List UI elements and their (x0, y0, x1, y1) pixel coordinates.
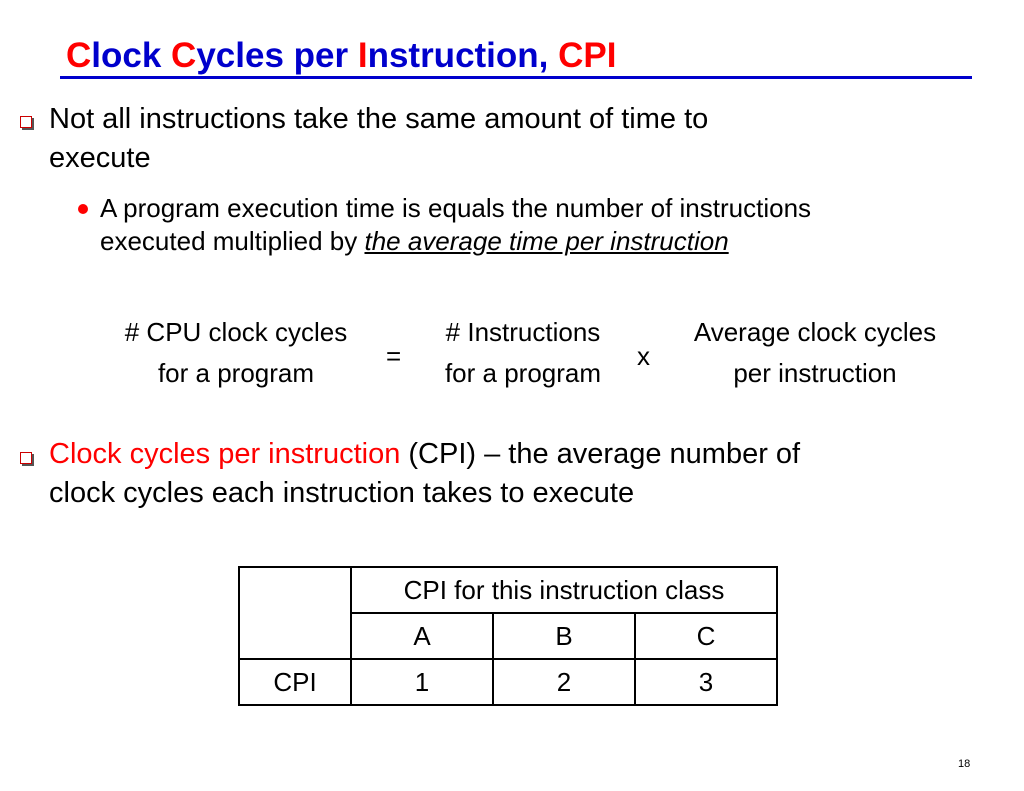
slide-title (66, 34, 616, 78)
title-text-ycles: ycles per (196, 36, 358, 75)
equation-lhs-line-1: # CPU clock cycles (124, 317, 348, 347)
title-text-lock: lock (91, 36, 172, 75)
sub-bullet-line-2 (100, 225, 729, 258)
cpi-table (238, 566, 778, 706)
bullet-2-rest: (CPI) – the average number of (400, 438, 801, 470)
equation-lhs-line-2: for a program (157, 358, 315, 388)
sub-bullet-line-1: A program execution time is equals the number of instructions (100, 193, 812, 223)
table-cell-b: 2 (493, 659, 635, 705)
table-row-label: CPI (239, 659, 351, 705)
square-bullet-icon (20, 116, 32, 128)
bullet-1-line-1: Not all instructions take the same amount of time to (49, 103, 709, 135)
sub-bullet-prefix: executed multiplied by (100, 226, 365, 256)
equation-rhs-line-2: per instruction (733, 358, 897, 388)
table-header-c: C (635, 613, 777, 659)
title-initial-c2: C (171, 36, 197, 75)
equation-rhs-line-1: Average clock cycles (693, 317, 937, 347)
table-corner-cell (239, 567, 351, 659)
cpi-term-highlight: Clock cycles per instruction (49, 438, 401, 470)
square-bullet-icon (20, 452, 32, 464)
title-cpi: CPI (558, 36, 617, 75)
table-row (239, 567, 777, 613)
sub-bullet-emphasis: the average time per instruction (364, 226, 729, 256)
table-header-a: A (351, 613, 493, 659)
table-group-header: CPI for this instruction class (351, 567, 777, 613)
title-initial-c: C (66, 36, 92, 75)
equation-mid-line-1: # Instructions (445, 317, 601, 347)
bullet-2-line-2: clock cycles each instruction takes to execute (49, 477, 635, 509)
title-underline (60, 76, 972, 79)
table-cell-a: 1 (351, 659, 493, 705)
table-header-b: B (493, 613, 635, 659)
table-row (239, 659, 777, 705)
title-text-nstruction: nstruction, (367, 36, 559, 75)
equation-mid-line-2: for a program (444, 358, 602, 388)
title-initial-i: I (357, 36, 368, 75)
bullet-1-line-2: execute (49, 142, 151, 174)
page-number: 18 (958, 758, 971, 770)
times-sign: x (637, 341, 650, 371)
table-cell-c: 3 (635, 659, 777, 705)
equals-sign: = (386, 341, 402, 371)
bullet-2-line-1 (49, 435, 800, 474)
round-bullet-icon (78, 204, 88, 214)
